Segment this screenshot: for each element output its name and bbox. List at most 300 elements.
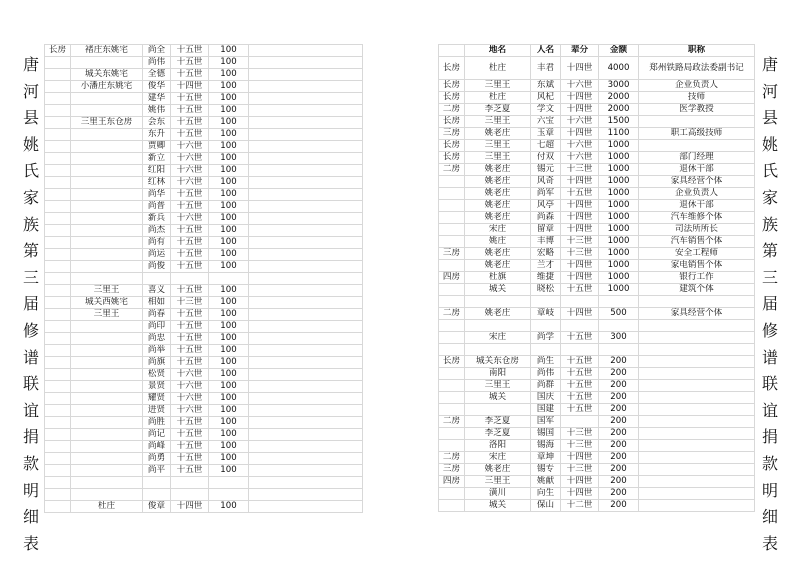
name-cell: 维捷	[531, 272, 561, 284]
generation-cell: 十五世	[171, 45, 209, 57]
title-char: 家	[761, 187, 778, 207]
empty-cell	[249, 285, 363, 297]
title-cell	[639, 392, 755, 404]
empty-cell	[249, 501, 363, 513]
table-row	[45, 345, 363, 357]
empty-cell	[249, 213, 363, 225]
generation-cell: 十四世	[561, 224, 599, 236]
generation-cell: 十六世	[171, 177, 209, 189]
title-cell	[639, 380, 755, 392]
generation-cell: 十四世	[561, 212, 599, 224]
name-cell: 风奇	[531, 176, 561, 188]
empty-cell	[249, 177, 363, 189]
amount-cell: 1100	[599, 128, 639, 140]
generation-cell	[171, 273, 209, 285]
amount-cell: 100	[209, 393, 249, 405]
amount-cell: 100	[209, 201, 249, 213]
title-cell: 技师	[639, 92, 755, 104]
table-row	[439, 92, 755, 104]
branch-cell	[439, 236, 465, 248]
table-row	[439, 104, 755, 116]
empty-cell	[249, 393, 363, 405]
table-row	[439, 464, 755, 476]
branch-cell	[45, 285, 71, 297]
title-cell	[639, 476, 755, 488]
place-cell: 姚老庄	[465, 464, 531, 476]
empty-cell	[249, 105, 363, 117]
page-title-left	[22, 52, 40, 557]
name-cell: 新立	[143, 153, 171, 165]
table-row	[45, 297, 363, 309]
empty-cell	[249, 273, 363, 285]
title-cell: 银行工作	[639, 272, 755, 284]
empty-cell	[249, 153, 363, 165]
generation-cell: 十五世	[171, 333, 209, 345]
place-cell: 三里王	[71, 309, 143, 321]
amount-cell: 1000	[599, 236, 639, 248]
name-cell: 保山	[531, 500, 561, 512]
title-char: 族	[761, 214, 778, 234]
empty-cell	[249, 465, 363, 477]
generation-cell: 十五世	[171, 321, 209, 333]
table-row	[439, 500, 755, 512]
place-cell: 城关东仓房	[465, 356, 531, 368]
amount-cell: 100	[209, 45, 249, 57]
table-row	[45, 57, 363, 69]
place-cell	[71, 453, 143, 465]
generation-cell: 十六世	[171, 369, 209, 381]
title-char: 届	[22, 294, 39, 314]
generation-cell: 十四世	[561, 488, 599, 500]
table-row	[439, 320, 755, 332]
branch-cell	[45, 453, 71, 465]
generation-cell: 十四世	[561, 104, 599, 116]
empty-cell	[249, 117, 363, 129]
name-cell: 锡国	[531, 428, 561, 440]
place-cell: 三里王	[465, 140, 531, 152]
title-cell: 退休干部	[639, 164, 755, 176]
table-row	[45, 93, 363, 105]
name-cell: 景贤	[143, 381, 171, 393]
generation-cell: 十五世	[171, 201, 209, 213]
table-row	[45, 141, 363, 153]
title-cell: 企业负责人	[639, 80, 755, 92]
name-cell	[531, 296, 561, 308]
place-cell	[71, 261, 143, 273]
place-cell: 三里王	[71, 285, 143, 297]
title-cell	[639, 332, 755, 344]
branch-cell	[439, 500, 465, 512]
place-cell	[71, 153, 143, 165]
place-cell	[71, 273, 143, 285]
name-cell: 丰博	[531, 236, 561, 248]
name-cell: 尚群	[531, 380, 561, 392]
title-char: 联	[22, 374, 39, 394]
branch-cell	[45, 501, 71, 513]
table-row	[439, 380, 755, 392]
title-char: 联	[761, 374, 778, 394]
amount-cell: 200	[599, 368, 639, 380]
table-row	[45, 273, 363, 285]
generation-cell: 十五世	[171, 429, 209, 441]
amount-cell: 4000	[599, 57, 639, 80]
amount-cell	[209, 273, 249, 285]
title-cell: 司法所所长	[639, 224, 755, 236]
empty-cell	[249, 57, 363, 69]
empty-cell	[249, 369, 363, 381]
branch-cell: 长房	[439, 356, 465, 368]
place-cell	[71, 429, 143, 441]
name-cell: 六宝	[531, 116, 561, 128]
title-cell: 建筑个体	[639, 284, 755, 296]
generation-cell: 十六世	[171, 213, 209, 225]
generation-cell	[561, 320, 599, 332]
name-cell: 耀贤	[143, 393, 171, 405]
name-cell: 尚记	[143, 429, 171, 441]
branch-cell	[45, 261, 71, 273]
title-cell: 家具经营个体	[639, 176, 755, 188]
branch-cell: 四房	[439, 272, 465, 284]
amount-cell: 100	[209, 309, 249, 321]
amount-cell: 1000	[599, 152, 639, 164]
branch-cell	[45, 477, 71, 489]
amount-cell: 100	[209, 129, 249, 141]
table-row	[45, 501, 363, 513]
amount-cell: 1000	[599, 260, 639, 272]
name-cell: 兰才	[531, 260, 561, 272]
generation-cell: 十五世	[561, 380, 599, 392]
table-row	[45, 69, 363, 81]
table-row	[439, 356, 755, 368]
name-cell: 贾卿	[143, 141, 171, 153]
generation-cell: 十五世	[171, 237, 209, 249]
name-cell: 锡元	[531, 164, 561, 176]
branch-cell	[45, 213, 71, 225]
amount-cell: 200	[599, 392, 639, 404]
title-cell	[639, 296, 755, 308]
name-cell: 进贤	[143, 405, 171, 417]
place-cell: 城关	[465, 392, 531, 404]
place-cell: 潢川	[465, 488, 531, 500]
generation-cell: 十六世	[171, 165, 209, 177]
amount-cell: 1000	[599, 248, 639, 260]
place-cell: 褚庄东姚宅	[71, 45, 143, 57]
branch-cell	[439, 392, 465, 404]
table-row	[439, 440, 755, 452]
name-cell: 尚普	[143, 201, 171, 213]
amount-cell: 100	[209, 117, 249, 129]
place-cell: 杜庄	[465, 92, 531, 104]
place-cell: 三里王	[465, 80, 531, 92]
title-char: 三	[761, 267, 778, 287]
amount-cell: 200	[599, 476, 639, 488]
amount-cell: 100	[209, 357, 249, 369]
table-row	[439, 284, 755, 296]
table-row	[45, 417, 363, 429]
place-cell: 三里王	[465, 116, 531, 128]
branch-cell	[45, 189, 71, 201]
place-cell	[71, 405, 143, 417]
empty-cell	[249, 141, 363, 153]
empty-cell	[249, 477, 363, 489]
branch-cell	[45, 369, 71, 381]
table-row	[439, 212, 755, 224]
table-row	[45, 81, 363, 93]
generation-cell: 十三世	[561, 464, 599, 476]
generation-cell: 十六世	[171, 393, 209, 405]
table-row	[45, 309, 363, 321]
header-generation: 辈分	[561, 45, 599, 57]
amount-cell: 100	[209, 345, 249, 357]
page-title-right	[761, 52, 779, 557]
table-row	[439, 224, 755, 236]
title-cell	[639, 140, 755, 152]
branch-cell	[439, 440, 465, 452]
branch-cell	[45, 81, 71, 93]
title-cell	[639, 452, 755, 464]
place-cell: 姚老庄	[465, 200, 531, 212]
amount-cell: 100	[209, 381, 249, 393]
empty-cell	[249, 357, 363, 369]
empty-cell	[249, 237, 363, 249]
table-row	[439, 80, 755, 92]
generation-cell: 十六世	[171, 141, 209, 153]
place-cell	[71, 417, 143, 429]
place-cell: 姚老庄	[465, 164, 531, 176]
branch-cell: 三房	[439, 128, 465, 140]
generation-cell	[561, 296, 599, 308]
empty-cell	[249, 489, 363, 501]
table-row	[45, 165, 363, 177]
generation-cell: 十六世	[561, 152, 599, 164]
amount-cell: 1000	[599, 200, 639, 212]
amount-cell: 100	[209, 225, 249, 237]
title-cell	[639, 344, 755, 356]
name-cell: 姚伟	[143, 105, 171, 117]
table-row	[45, 321, 363, 333]
branch-cell	[45, 165, 71, 177]
table-row	[439, 116, 755, 128]
title-cell: 部门经理	[639, 152, 755, 164]
name-cell: 喜义	[143, 285, 171, 297]
amount-cell: 100	[209, 177, 249, 189]
generation-cell: 十三世	[561, 164, 599, 176]
name-cell: 玉章	[531, 128, 561, 140]
title-char: 谱	[22, 347, 39, 367]
branch-cell	[45, 309, 71, 321]
name-cell: 学文	[531, 104, 561, 116]
generation-cell: 十四世	[171, 501, 209, 513]
place-cell: 小潘庄东姚宅	[71, 81, 143, 93]
place-cell	[71, 141, 143, 153]
table-row	[439, 308, 755, 320]
place-cell: 三里王东仓房	[71, 117, 143, 129]
name-cell: 尚伟	[531, 368, 561, 380]
name-cell: 章坤	[531, 452, 561, 464]
name-cell	[531, 344, 561, 356]
table-row	[439, 368, 755, 380]
amount-cell: 100	[209, 237, 249, 249]
title-char: 唐	[22, 55, 39, 74]
place-cell: 姚老庄	[465, 308, 531, 320]
title-cell	[639, 428, 755, 440]
generation-cell: 十三世	[561, 236, 599, 248]
place-cell	[71, 201, 143, 213]
generation-cell: 十二世	[561, 500, 599, 512]
branch-cell: 二房	[439, 416, 465, 428]
table-row	[45, 333, 363, 345]
name-cell: 相如	[143, 297, 171, 309]
generation-cell: 十四世	[561, 308, 599, 320]
branch-cell	[45, 153, 71, 165]
table-row	[45, 357, 363, 369]
title-char: 家	[22, 187, 39, 207]
name-cell: 俊章	[143, 501, 171, 513]
name-cell: 七超	[531, 140, 561, 152]
generation-cell: 十五世	[171, 309, 209, 321]
generation-cell: 十五世	[171, 345, 209, 357]
title-cell	[639, 488, 755, 500]
name-cell: 尚胜	[143, 417, 171, 429]
generation-cell: 十三世	[561, 248, 599, 260]
amount-cell: 100	[209, 57, 249, 69]
table-row	[439, 488, 755, 500]
place-cell	[465, 344, 531, 356]
empty-cell	[249, 345, 363, 357]
generation-cell: 十五世	[171, 417, 209, 429]
table-row	[45, 45, 363, 57]
place-cell	[71, 357, 143, 369]
empty-cell	[249, 417, 363, 429]
amount-cell: 100	[209, 249, 249, 261]
place-cell	[71, 441, 143, 453]
title-char: 明	[22, 480, 39, 500]
generation-cell: 十五世	[171, 129, 209, 141]
table-row	[45, 225, 363, 237]
name-cell: 宏略	[531, 248, 561, 260]
name-cell: 尚峰	[143, 441, 171, 453]
amount-cell: 2000	[599, 92, 639, 104]
title-char: 三	[22, 267, 39, 287]
table-row	[45, 381, 363, 393]
table-row	[45, 489, 363, 501]
title-char: 第	[761, 241, 778, 261]
name-cell: 章岐	[531, 308, 561, 320]
amount-cell: 100	[209, 165, 249, 177]
title-char: 细	[761, 507, 778, 527]
branch-cell: 二房	[439, 164, 465, 176]
table-row	[45, 477, 363, 489]
branch-cell	[439, 320, 465, 332]
place-cell: 城关	[465, 500, 531, 512]
place-cell	[71, 393, 143, 405]
table-row	[45, 237, 363, 249]
title-cell: 汽车销售个体	[639, 236, 755, 248]
title-char: 款	[761, 453, 778, 473]
branch-cell: 长房	[439, 80, 465, 92]
title-char: 河	[22, 81, 39, 101]
table-row	[45, 393, 363, 405]
branch-cell	[45, 141, 71, 153]
branch-cell	[45, 177, 71, 189]
title-char: 姚	[761, 134, 778, 154]
generation-cell: 十六世	[561, 140, 599, 152]
place-cell	[71, 129, 143, 141]
place-cell	[465, 296, 531, 308]
table-row	[45, 153, 363, 165]
table-row	[439, 152, 755, 164]
branch-cell: 四房	[439, 476, 465, 488]
generation-cell: 十五世	[171, 105, 209, 117]
generation-cell: 十四世	[561, 176, 599, 188]
amount-cell: 2000	[599, 104, 639, 116]
name-cell: 国军	[531, 416, 561, 428]
header-row	[439, 45, 755, 57]
header-name: 人名	[531, 45, 561, 57]
branch-cell	[45, 441, 71, 453]
place-cell: 姚老庄	[465, 188, 531, 200]
place-cell: 宋庄	[465, 332, 531, 344]
place-cell: 姚庄	[465, 236, 531, 248]
generation-cell: 十四世	[561, 92, 599, 104]
table-row	[45, 117, 363, 129]
amount-cell: 100	[209, 465, 249, 477]
generation-cell: 十五世	[171, 69, 209, 81]
amount-cell: 200	[599, 464, 639, 476]
table-row	[45, 429, 363, 441]
generation-cell: 十三世	[561, 440, 599, 452]
amount-cell: 500	[599, 308, 639, 320]
name-cell: 尚印	[143, 321, 171, 333]
amount-cell	[209, 477, 249, 489]
branch-cell: 二房	[439, 308, 465, 320]
name-cell: 尚全	[143, 45, 171, 57]
table-row	[439, 260, 755, 272]
title-char: 捐	[22, 427, 39, 447]
amount-cell: 1000	[599, 212, 639, 224]
title-cell: 退休干部	[639, 200, 755, 212]
table-row	[45, 201, 363, 213]
generation-cell: 十六世	[171, 405, 209, 417]
title-char: 姚	[22, 134, 39, 154]
table-row	[45, 129, 363, 141]
table-row	[439, 476, 755, 488]
empty-cell	[249, 69, 363, 81]
generation-cell: 十六世	[561, 80, 599, 92]
empty-cell	[249, 309, 363, 321]
place-cell	[71, 177, 143, 189]
generation-cell	[171, 477, 209, 489]
donation-table-left	[44, 44, 363, 513]
empty-cell	[249, 225, 363, 237]
branch-cell	[439, 344, 465, 356]
amount-cell: 100	[209, 141, 249, 153]
title-char: 修	[761, 320, 778, 340]
table-row	[45, 213, 363, 225]
table-row	[439, 128, 755, 140]
name-cell: 晓松	[531, 284, 561, 296]
name-cell: 国庆	[531, 392, 561, 404]
title-cell: 家具经营个体	[639, 308, 755, 320]
branch-cell	[45, 333, 71, 345]
empty-cell	[249, 333, 363, 345]
generation-cell: 十三世	[171, 297, 209, 309]
generation-cell: 十五世	[171, 441, 209, 453]
amount-cell: 200	[599, 440, 639, 452]
place-cell: 姚老庄	[465, 176, 531, 188]
generation-cell	[561, 416, 599, 428]
amount-cell: 100	[209, 405, 249, 417]
